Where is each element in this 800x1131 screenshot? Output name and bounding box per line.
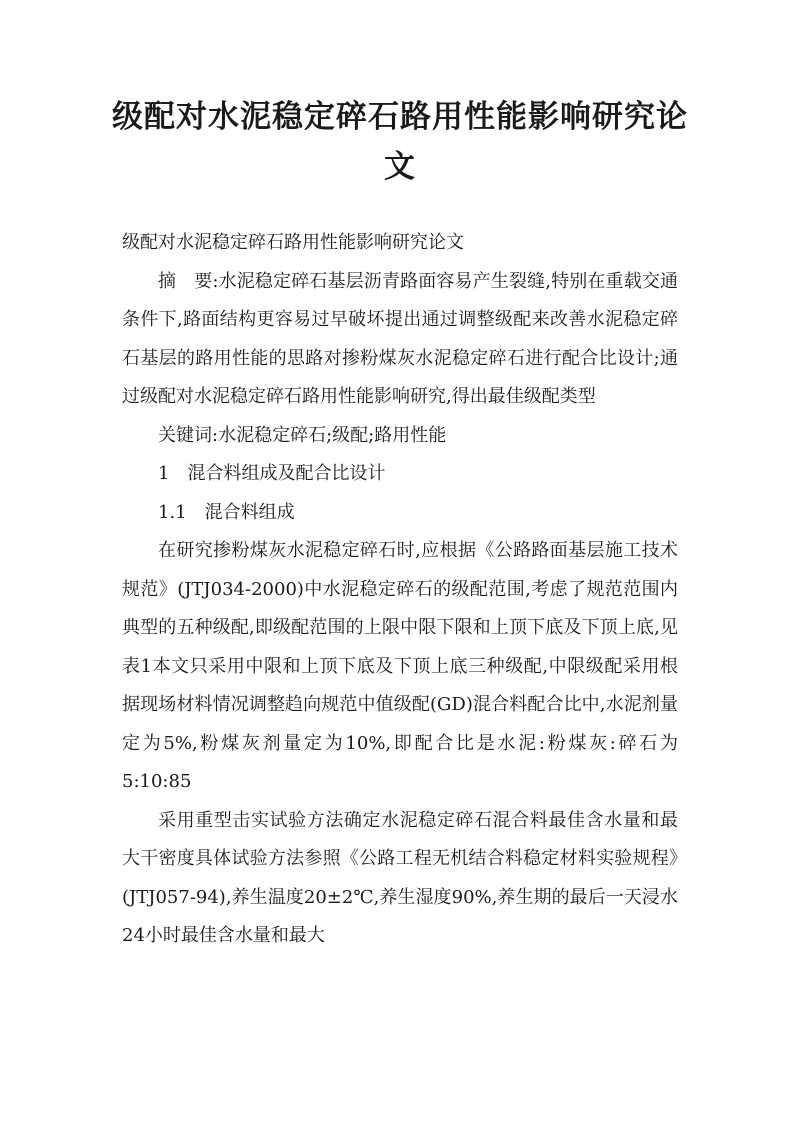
keywords-line: 关键词:水泥稳定碎石;级配;路用性能 xyxy=(158,424,447,446)
document-title: 级配对水泥稳定碎石路用性能影响研究论文 xyxy=(112,99,688,185)
abstract-paragraph: 摘 要:水泥稳定碎石基层沥青路面容易产生裂缝,特别在重载交通条件下,路面结构更容易过早破坏提出通过调整级配来改善水泥稳定碎石基层的路用性能的思路对掺粉煤灰水泥稳定碎石进行配合比设计;通过级配对水泥稳定碎石路用性能影响研究,得出最佳级配类型 xyxy=(122,270,678,407)
subtitle-line: 级配对水泥稳定碎石路用性能影响研究论文 xyxy=(122,232,464,253)
body-paragraph-2: 采用重型击实试验方法确定水泥稳定碎石混合料最佳含水量和最大干密度具体试验方法参照《公路工程无机结合料稳定材料实验规程》(JTJ057-94),养生温度20±2℃,养生湿度90%,养生期的最后一天浸水24小时最佳含水量和最大 xyxy=(122,809,678,946)
body-paragraph-1: 在研究掺粉煤灰水泥稳定碎石时,应根据《公路路面基层施工技术规范》(JTJ034-2000)中水泥稳定碎石的级配范围,考虑了规范范围内典型的五种级配,即级配范围的上限中限下限和上顶下底及下顶上底,见表1本文只采用中限和上顶下底及下顶上底三种级配,中限级配采用根据现场材料情况调整趋向规范中值级配(GD)混合料配合比中,水泥剂量定为5%,粉煤灰剂量定为10%,即配合比是水泥:粉煤灰:碎石为5:10:85 xyxy=(122,540,678,792)
document-body xyxy=(122,224,678,956)
section-heading-1-1: 1.1 混合料组成 xyxy=(158,501,295,523)
section-heading-1: 1 混合料组成及配合比设计 xyxy=(158,463,386,484)
